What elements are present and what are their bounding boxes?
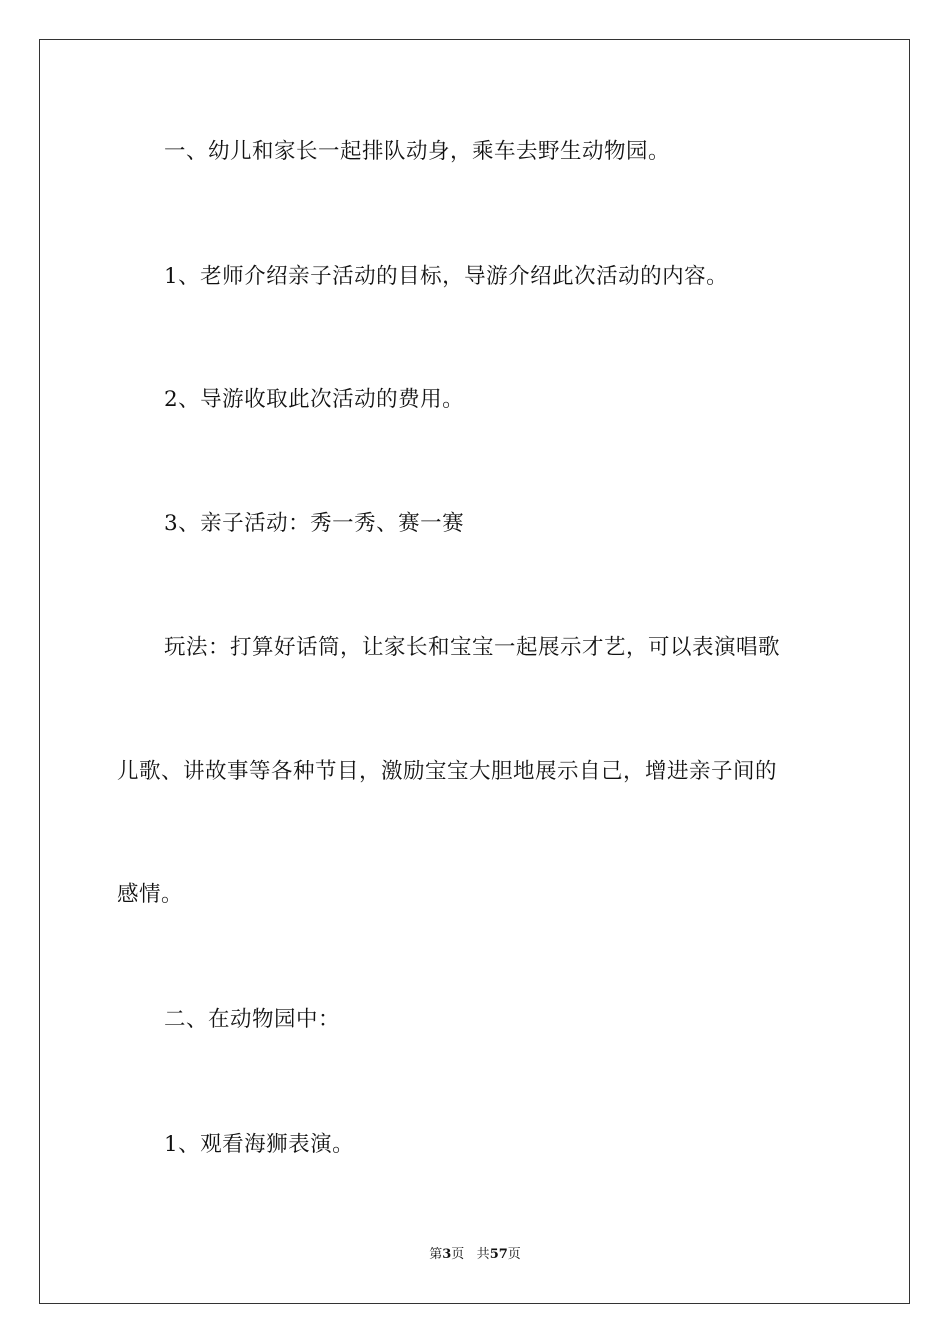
- paragraph-line-8: 二、在动物园中：: [164, 1007, 341, 1032]
- paragraph-line-3: 2、导游收取此次活动的费用。: [164, 387, 465, 412]
- paragraph-line-1: 一、幼儿和家长一起排队动身，乘车去野生动物园。: [164, 139, 671, 164]
- footer-total-prefix: 共: [476, 1247, 490, 1262]
- paragraph-line-9: 1、观看海狮表演。: [164, 1132, 355, 1157]
- footer-page-suffix: 页: [451, 1247, 465, 1262]
- page-footer: [0, 1246, 950, 1264]
- footer-page-number: 3: [442, 1247, 452, 1262]
- footer-page-prefix: 第: [429, 1247, 443, 1262]
- footer-total-suffix: 页: [507, 1247, 521, 1262]
- paragraph-line-4: 3、亲子活动：秀一秀、赛一赛: [164, 511, 465, 536]
- paragraph-line-6: 儿歌、讲故事等各种节目，激励宝宝大胆地展示自己，增进亲子间的: [117, 759, 778, 784]
- paragraph-line-5: 玩法：打算好话筒，让家长和宝宝一起展示才艺，可以表演唱歌: [164, 635, 781, 660]
- paragraph-line-7: 感情。: [117, 882, 184, 907]
- paragraph-line-2: 1、老师介绍亲子活动的目标，导游介绍此次活动的内容。: [164, 264, 729, 289]
- page-border: [39, 39, 910, 1304]
- footer-total-pages: 57: [489, 1247, 508, 1262]
